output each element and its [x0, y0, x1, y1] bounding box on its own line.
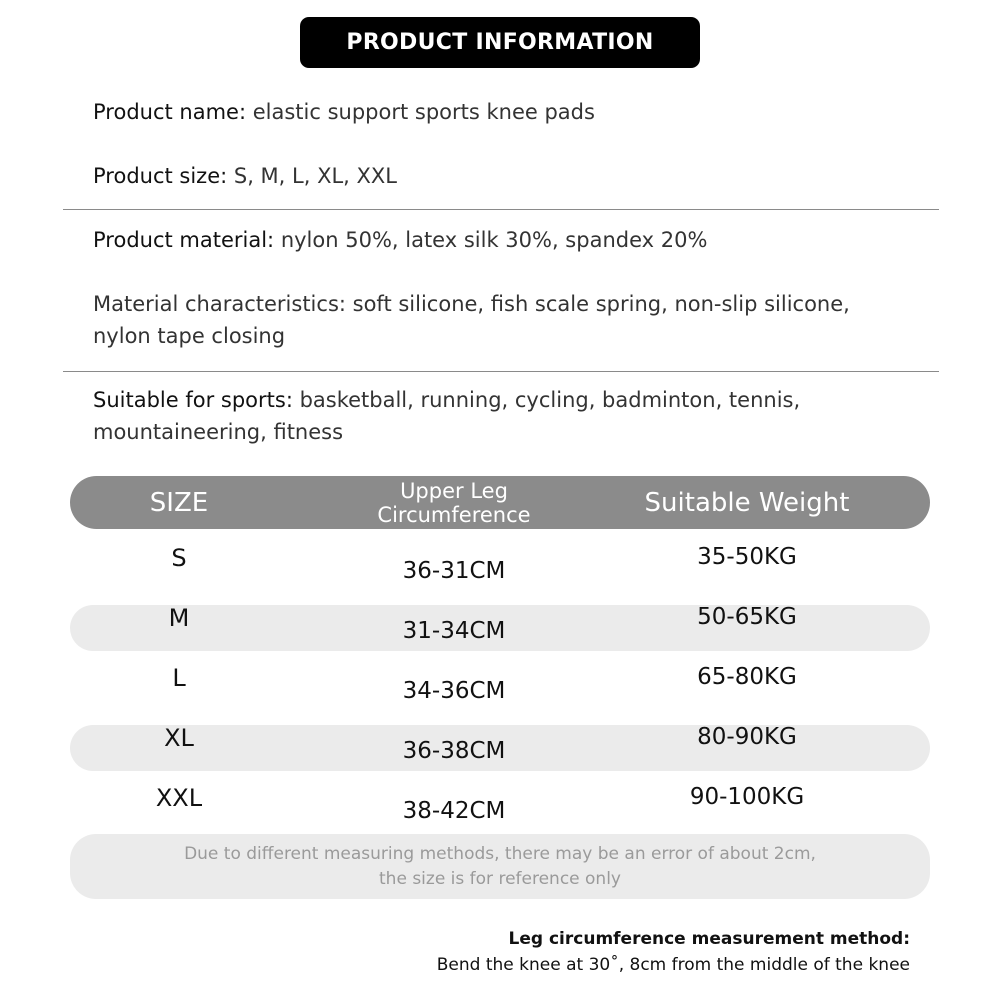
disclaimer-line1: Due to different measuring methods, there may be an error of about 2cm, — [184, 843, 816, 864]
product-name-line — [93, 96, 913, 128]
row-size: XXL — [155, 784, 203, 812]
product-size-value: S, M, L, XL, XXL — [227, 164, 397, 188]
row-circumference: 38-42CM — [402, 798, 506, 824]
table-row — [70, 605, 930, 651]
row-circumference: 36-38CM — [402, 738, 506, 764]
product-information-banner — [300, 17, 700, 68]
product-size-line — [93, 160, 913, 192]
product-name-label: Product name: — [93, 100, 247, 124]
material-characteristics-line1: Material characteristics: soft silicone, fish scale spring, non-slip silicone, — [93, 292, 850, 316]
header-weight: Suitable Weight — [644, 487, 850, 518]
row-circumference: 36-31CM — [402, 558, 506, 584]
header-circumference-line1: Upper Leg — [400, 478, 508, 503]
header-circumference — [360, 476, 548, 529]
suitable-sports-label: Suitable for sports: — [93, 388, 293, 412]
size-table-header — [70, 476, 930, 529]
table-row — [70, 725, 930, 771]
row-weight: 80-90KG — [697, 724, 797, 750]
row-size: S — [171, 544, 187, 572]
product-material-line — [93, 224, 913, 256]
divider — [63, 209, 939, 210]
product-material-value: nylon 50%, latex silk 30%, spandex 20% — [274, 228, 708, 252]
divider — [63, 371, 939, 372]
measurement-disclaimer — [70, 834, 930, 899]
row-size: XL — [164, 724, 194, 752]
product-size-label: Product size: — [93, 164, 228, 188]
measurement-method-title: Leg circumference measurement method: — [508, 929, 910, 949]
row-circumference: 34-36CM — [402, 678, 506, 704]
material-characteristics-line2: nylon tape closing — [93, 324, 286, 348]
row-size: M — [168, 604, 190, 632]
measurement-method-text: Bend the knee at 30˚, 8cm from the middle of the knee — [436, 955, 910, 975]
header-size: SIZE — [149, 487, 209, 518]
header-circumference-line2: Circumference — [377, 502, 531, 527]
suitable-sports-line2: mountaineering, fitness — [93, 420, 344, 444]
product-material-label: Product material: — [93, 228, 275, 252]
row-weight: 90-100KG — [689, 784, 805, 810]
suitable-sports-value: basketball, running, cycling, badminton, tennis, — [292, 388, 801, 412]
banner-title: PRODUCT INFORMATION — [346, 30, 654, 55]
disclaimer-line2: the size is for reference only — [379, 868, 621, 889]
table-row — [70, 665, 930, 711]
product-name-value: elastic support sports knee pads — [246, 100, 595, 124]
row-size: L — [172, 664, 186, 692]
row-weight: 65-80KG — [697, 664, 797, 690]
table-row — [70, 785, 930, 831]
table-row — [70, 545, 930, 591]
row-circumference: 31-34CM — [402, 618, 506, 644]
row-weight: 50-65KG — [697, 604, 797, 630]
suitable-sports — [93, 384, 913, 448]
material-characteristics — [93, 288, 913, 352]
row-weight: 35-50KG — [697, 544, 797, 570]
